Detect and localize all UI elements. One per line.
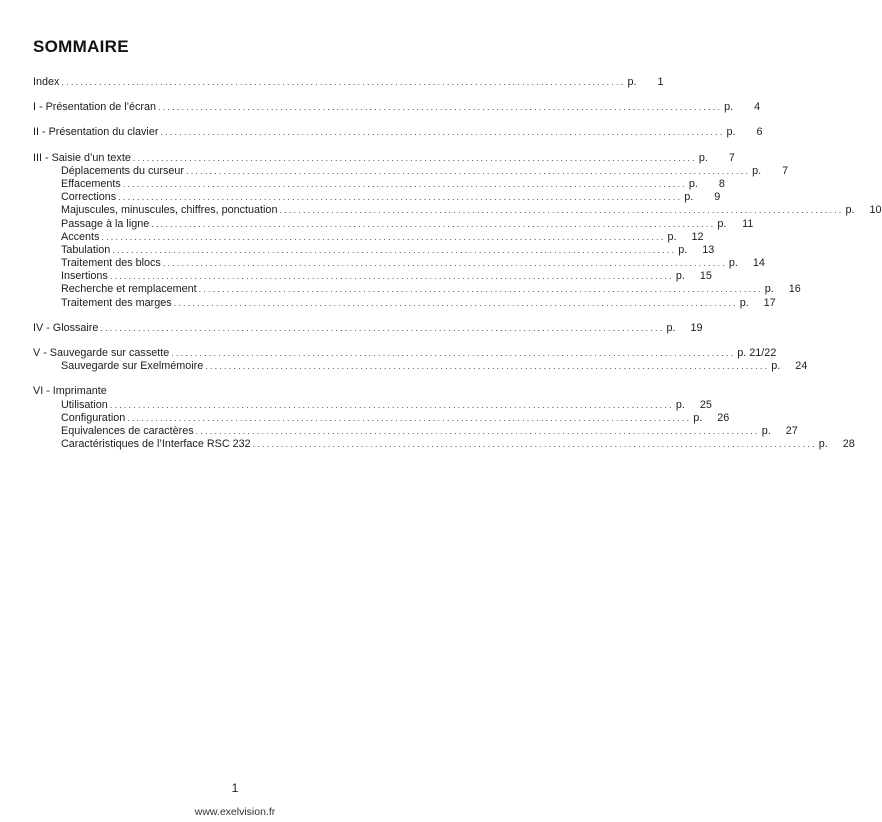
toc-page-prefix: p. [684, 191, 694, 204]
toc-entry-label: Traitement des marges [61, 296, 172, 309]
toc-entry-label: Utilisation [61, 398, 108, 411]
toc-subentry [33, 164, 789, 178]
toc-entry-label: V - Sauvegarde sur cassette [33, 347, 170, 359]
toc-page-prefix: p. [845, 204, 855, 217]
toc-page-number: 10 [869, 204, 882, 217]
toc-leader-dots: ........................................................................................................................ [195, 425, 760, 436]
toc-leader-dots: ........................................................................................................................ [61, 77, 626, 87]
toc-page-number: 7 [782, 164, 789, 177]
toc-leader-dots: ........................................................................................................................ [100, 322, 665, 333]
toc-entry-label: Equivalences de caractères [61, 424, 194, 437]
toc-page-number: 9 [714, 191, 721, 204]
toc-entry-label: Accents [61, 230, 100, 243]
toc-leader-dots: ........................................................................................................................ [158, 102, 723, 113]
toc-page-number: 27 [785, 424, 798, 437]
toc-page-number: 12 [691, 230, 704, 243]
toc-page-prefix: p. [688, 177, 698, 190]
toc-subentry [33, 177, 725, 191]
toc-page-number: 16 [788, 283, 801, 296]
toc-entry-label: Caractéristiques de l’Interface RSC 232 [61, 438, 251, 451]
toc-page-prefix: p. [739, 296, 749, 309]
toc-page-prefix: p. [764, 283, 774, 296]
toc-leader-dots: ........................................................................................................................ [171, 348, 736, 358]
toc-subentry [33, 257, 765, 270]
toc-page-prefix: p. [726, 126, 736, 139]
table-of-contents [33, 76, 882, 451]
toc-leader-dots: ........................................................................................................................ [186, 165, 751, 176]
toc-page-number: 1 [657, 76, 664, 88]
toc-page-number: 17 [763, 296, 776, 309]
toc-leader-dots: ........................................................................................................................ [127, 412, 692, 423]
toc-page-prefix: p. [752, 164, 762, 177]
toc-page-number: 8 [718, 177, 725, 190]
toc-entry-label: Sauvegarde sur Exelmémoire [61, 360, 204, 373]
toc-subentry [33, 217, 754, 231]
toc-leader-dots: ........................................................................................................................ [112, 244, 677, 255]
toc-page-prefix: p. [818, 438, 828, 451]
toc-page-range: p. 21/22 [737, 347, 777, 359]
toc-entry [33, 76, 664, 89]
toc-page-number: 28 [842, 438, 855, 451]
toc-leader-dots: ........................................................................................................................ [122, 178, 687, 189]
toc-entry-label: Configuration [61, 411, 126, 424]
toc-entry-label: Déplacements du curseur [61, 164, 185, 177]
toc-page-number: 4 [754, 101, 761, 114]
toc-entry-label: Insertions [61, 270, 108, 283]
toc-leader-dots: ........................................................................................................................ [162, 258, 727, 269]
toc-page-prefix: p. [724, 101, 734, 114]
toc-leader-dots: ........................................................................................................................ [173, 297, 738, 308]
toc-page-prefix: p. [693, 411, 703, 424]
toc-page-number: 24 [795, 360, 808, 373]
toc-subentry [33, 243, 715, 257]
toc-page-prefix: p. [666, 321, 676, 334]
toc-entry-label: VI - Imprimante [33, 385, 107, 398]
toc-entry-label: Recherche et remplacement [61, 283, 197, 296]
toc-entry [33, 385, 421, 398]
toc-page-number: 19 [690, 321, 703, 334]
toc-subentry [33, 398, 712, 412]
toc-subentry [33, 438, 855, 451]
toc-leader-dots: ........................................................................................................................ [151, 218, 716, 229]
toc-subentry [33, 283, 801, 296]
toc-entry-label: I - Présentation de l’écran [33, 101, 157, 114]
toc-page-prefix: p. [627, 76, 637, 88]
page-title: SOMMAIRE [33, 37, 129, 56]
page-number: 1 [231, 781, 239, 795]
toc-page-number: 14 [752, 257, 765, 270]
toc-leader-dots: ........................................................................................................................ [160, 127, 725, 138]
toc-leader-dots: ........................................................................................................................ [198, 284, 763, 295]
toc-page-prefix: p. [675, 398, 685, 411]
toc-page-number: 6 [756, 126, 763, 139]
toc-entry [33, 151, 735, 165]
toc-entry [33, 101, 761, 114]
toc-subentry [33, 230, 704, 244]
toc-entry-label: IV - Glossaire [33, 321, 99, 334]
toc-subentry [33, 411, 730, 425]
website-footer: www.exelvision.fr [194, 806, 276, 818]
toc-page-prefix: p. [678, 243, 688, 256]
toc-leader-dots: ........................................................................................................................ [205, 361, 770, 372]
toc-entry-label: Traitement des blocs [61, 257, 161, 270]
toc-page-prefix: p. [728, 257, 738, 270]
toc-entry-label: Index [33, 76, 60, 88]
toc-entry-label: II - Présentation du clavier [33, 126, 159, 139]
toc-page-number: 7 [728, 151, 735, 164]
toc-leader-dots: ........................................................................................................................ [101, 231, 666, 242]
toc-leader-dots: ........................................................................................................................ [109, 271, 674, 282]
toc-subentry [33, 360, 808, 373]
toc-leader-dots: ........................................................................................................................ [132, 152, 697, 163]
toc-entry-label: Passage à la ligne [61, 217, 150, 230]
toc-page-prefix: p. [771, 360, 781, 373]
toc-page-prefix: p. [667, 230, 677, 243]
toc-entry-label: Corrections [61, 191, 117, 204]
toc-entry-label: Tabulation [61, 243, 111, 256]
toc-subentry [33, 204, 882, 217]
toc-subentry [33, 270, 712, 283]
toc-page-number: 26 [717, 411, 730, 424]
toc-page-number: 15 [699, 270, 712, 283]
toc-page-prefix: p. [675, 270, 685, 283]
toc-leader-dots: ........................................................................................................................ [118, 192, 683, 203]
toc-entry [33, 321, 703, 335]
toc-subentry [33, 424, 798, 438]
toc-entry-label: Effacements [61, 177, 121, 190]
toc-entry-label: III - Saisie d’un texte [33, 151, 131, 164]
toc-leader-dots: ........................................................................................................................ [279, 205, 844, 216]
toc-entry-label: Majuscules, minuscules, chiffres, ponctuation [61, 204, 278, 217]
toc-page-number: 11 [742, 217, 754, 230]
toc-leader-dots: ........................................................................................................................ [252, 439, 817, 450]
toc-entry [33, 347, 777, 360]
toc-subentry [33, 296, 776, 310]
toc-page-prefix: p. [761, 424, 771, 437]
toc-page-prefix: p. [717, 217, 727, 230]
toc-page-number: 13 [702, 243, 715, 256]
toc-page-prefix: p. [698, 151, 708, 164]
toc-subentry [33, 191, 721, 204]
toc-page-number: 25 [699, 398, 712, 411]
toc-leader-dots: ........................................................................................................................ [109, 399, 674, 410]
toc-entry [33, 126, 763, 139]
